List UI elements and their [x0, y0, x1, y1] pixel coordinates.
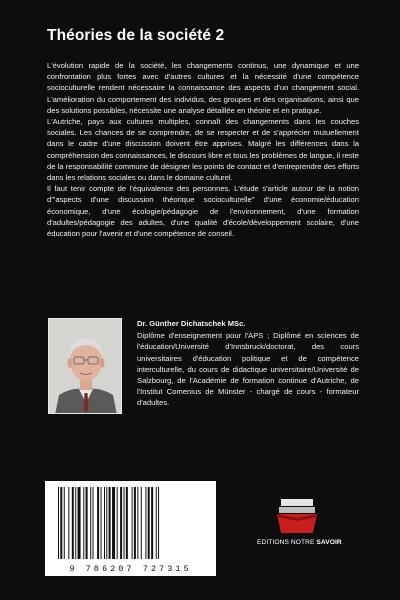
- publisher-name-part1: EDITIONS NOTRE: [257, 539, 317, 546]
- publisher-name-part2: SAVOIR: [316, 539, 342, 546]
- barcode-bars: [57, 487, 208, 561]
- author-info: [137, 318, 359, 409]
- publisher-block: [257, 497, 342, 546]
- author-portrait-image: [49, 319, 122, 414]
- publisher-name: [257, 539, 342, 546]
- author-photo: [48, 318, 122, 414]
- book-title: Théories de la société 2: [47, 27, 225, 44]
- author-name: Dr. Günther Dichatschek MSc.: [137, 319, 246, 328]
- isbn-barcode: [45, 481, 216, 576]
- publisher-logo-icon: [275, 497, 319, 535]
- description-paragraph-3: Il faut tenir compte de l'équivalence des personnes. L'étude s'article autour de la notion d'"aspects d'une discussion théorique socioculturelle" d'une économie/éducation économique, d'une écologie/pédagogie de l'environnement, d'une formation d'adultes/pédagogie des adultes, d'une qualité d'école/développement scolaire, d'une éducation pour l'avenir et d'une compétence de conseil.: [47, 184, 359, 239]
- description-paragraph-2: L'Autriche, pays aux cultures multiples, connaît des changements dans les couches sociales. Les chances de se comprendre, de se respecter et de s'apprécier mutuellement dans le cadre d'une discussion doivent être apprises. Malgré les différences dans la compréhension des connaissances, le discours libre et tous les problèmes de langue, il reste de la responsabilité commune de désigner les points de contact et d'entreprendre des efforts dans les relations sociales ou dans le domaine culturel.: [47, 117, 359, 183]
- description-paragraph-1: L'évolution rapide de la société, les changements continus, une dynamique et une confrontation plus fortes avec d'autres cultures et la nécessité d'une compétence socioculturelle rendent nécessaire la connaissance des aspects d'un changement social. L'amélioration du comportement des individus, des groupes et des organisations, ainsi que des solutions possibles, nécessite une analyse détaillée en théorie et en pratique.: [47, 61, 359, 115]
- isbn-digits: 9 786207 727315: [69, 564, 192, 574]
- book-description: [47, 60, 359, 239]
- author-bio: Diplôme d'enseignement pour l'APS ; Diplômé en sciences de l'éducation/Université d'Innsbruck/doctorat, des cours universitaires d'éducation politique et de compétence interculturelle, du cours de didactique universitaire/Université de Salzbourg, de l'Académie de formation continue d'Autriche, de l'Institut Comenius de Münster - chargé de cours - formateur d'adultes.: [137, 331, 359, 408]
